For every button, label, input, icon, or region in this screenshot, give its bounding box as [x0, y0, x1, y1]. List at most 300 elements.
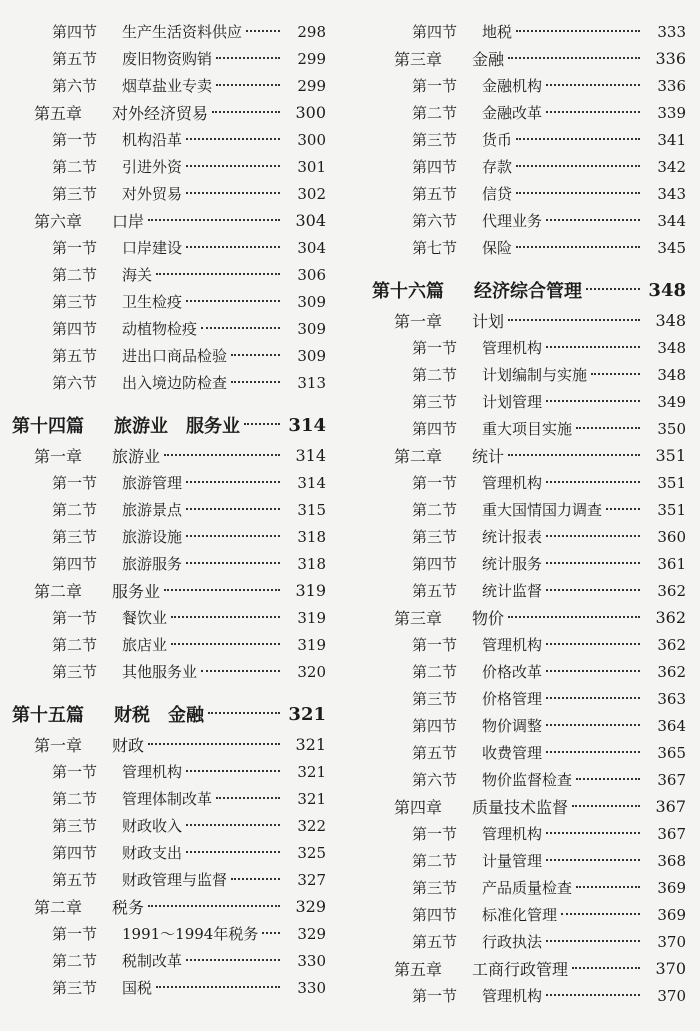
toc-entry-section[interactable] — [352, 361, 700, 388]
dot-leader — [216, 84, 280, 86]
toc-entry-chapter[interactable] — [0, 731, 352, 758]
section-title: 财政收入 — [122, 817, 183, 835]
dot-leader — [201, 670, 280, 672]
toc-entry-chapter[interactable] — [352, 45, 700, 72]
toc-entry-section[interactable] — [0, 72, 352, 99]
section-number: 第一节 — [52, 239, 98, 257]
toc-entry-section[interactable] — [0, 812, 352, 839]
section-number: 第一节 — [52, 474, 98, 492]
section-number: 第四节 — [412, 555, 458, 573]
toc-entry-section[interactable] — [352, 207, 700, 234]
page-number: 362 — [657, 581, 686, 600]
toc-entry-part[interactable] — [352, 273, 700, 307]
page-number: 362 — [657, 662, 686, 681]
dot-leader — [546, 562, 640, 564]
toc-entry-section[interactable] — [352, 18, 700, 45]
dot-leader — [231, 354, 280, 356]
section-title: 计划管理 — [482, 393, 543, 411]
page-number: 344 — [657, 211, 686, 230]
toc-entry-section[interactable] — [0, 288, 352, 315]
dot-leader — [231, 381, 280, 383]
section-title: 产品质量检查 — [482, 879, 573, 897]
section-number: 第一节 — [412, 339, 458, 357]
section-title: 管理机构 — [122, 763, 183, 781]
page-number: 330 — [297, 978, 326, 997]
section-title: 出入境边防检查 — [122, 374, 228, 392]
section-title: 信贷 — [482, 185, 513, 203]
page-number: 339 — [657, 103, 686, 122]
section-number: 第四节 — [52, 23, 98, 41]
section-title: 物价调整 — [482, 717, 543, 735]
page-number: 304 — [295, 211, 326, 230]
section-title: 生产生活资料供应 — [122, 23, 243, 41]
section-number: 第四节 — [52, 555, 98, 573]
section-title: 管理机构 — [482, 474, 543, 492]
section-title: 货币 — [482, 131, 513, 149]
page-number: 349 — [657, 392, 686, 411]
toc-entry-section[interactable] — [352, 874, 700, 901]
chapter-title: 对外经济贸易 — [112, 104, 209, 123]
page-number: 367 — [657, 824, 686, 843]
chapter-number: 第一章 — [394, 312, 443, 331]
toc-entry-section[interactable] — [352, 126, 700, 153]
chapter-number: 第五章 — [394, 960, 443, 979]
part-number: 第十六篇 — [372, 281, 444, 302]
page-number: 313 — [297, 373, 326, 392]
section-number: 第一节 — [52, 763, 98, 781]
part-title: 旅游业 服务业 — [114, 416, 240, 437]
section-title: 标准化管理 — [482, 906, 558, 924]
page-number: 342 — [657, 157, 686, 176]
section-number: 第三节 — [52, 979, 98, 997]
chapter-title: 物价 — [472, 609, 505, 628]
dot-leader — [186, 165, 280, 167]
toc-entry-section[interactable] — [352, 658, 700, 685]
page-number: 318 — [297, 527, 326, 546]
dot-leader — [546, 84, 640, 86]
section-title: 旅游景点 — [122, 501, 183, 519]
dot-leader — [148, 905, 280, 907]
section-number: 第六节 — [412, 212, 458, 230]
section-title: 财政支出 — [122, 844, 183, 862]
toc-entry-section[interactable] — [0, 631, 352, 658]
dot-leader — [262, 932, 280, 934]
page-number: 301 — [297, 157, 326, 176]
toc-entry-section[interactable] — [0, 604, 352, 631]
dot-leader — [201, 327, 280, 329]
section-number: 第一节 — [412, 636, 458, 654]
section-number: 第三节 — [412, 393, 458, 411]
page-number: 314 — [288, 414, 326, 436]
toc-entry-section[interactable] — [352, 72, 700, 99]
dot-leader — [186, 959, 280, 961]
dot-leader — [244, 423, 280, 425]
toc-entry-section[interactable] — [0, 947, 352, 974]
page-number: 329 — [295, 897, 326, 916]
page-number: 365 — [657, 743, 686, 762]
dot-leader — [546, 751, 640, 753]
page-number: 367 — [657, 770, 686, 789]
dot-leader — [561, 913, 640, 915]
toc-entry-section[interactable] — [0, 785, 352, 812]
toc-entry-section[interactable] — [352, 496, 700, 523]
section-number: 第二节 — [52, 501, 98, 519]
toc-entry-section[interactable] — [352, 766, 700, 793]
section-title: 卫生检疫 — [122, 293, 183, 311]
toc-entry-chapter[interactable] — [0, 442, 352, 469]
toc-entry-section[interactable] — [352, 99, 700, 126]
section-title: 计量管理 — [482, 852, 543, 870]
page-number: 348 — [657, 338, 686, 357]
toc-entry-section[interactable] — [0, 180, 352, 207]
page-number: 302 — [297, 184, 326, 203]
section-title: 对外贸易 — [122, 185, 183, 203]
toc-entry-section[interactable] — [0, 920, 352, 947]
dot-leader — [516, 30, 640, 32]
section-number: 第五节 — [52, 347, 98, 365]
dot-leader — [212, 111, 280, 113]
section-title: 财政管理与监督 — [122, 871, 228, 889]
dot-leader — [546, 219, 640, 221]
dot-leader — [508, 319, 640, 321]
page-number: 329 — [297, 924, 326, 943]
toc-entry-chapter[interactable] — [0, 893, 352, 920]
section-title: 税制改革 — [122, 952, 183, 970]
page-number: 298 — [297, 22, 326, 41]
toc-entry-section[interactable] — [0, 550, 352, 577]
section-number: 第六节 — [52, 77, 98, 95]
toc-entry-section[interactable] — [0, 18, 352, 45]
page-number: 362 — [657, 635, 686, 654]
toc-entry-section[interactable] — [352, 388, 700, 415]
toc-entry-section[interactable] — [352, 685, 700, 712]
toc-entry-section[interactable] — [352, 550, 700, 577]
page-number: 333 — [657, 22, 686, 41]
section-title: 管理机构 — [482, 636, 543, 654]
dot-leader — [586, 288, 640, 290]
page-number: 348 — [648, 279, 686, 301]
chapter-number: 第二章 — [34, 582, 83, 601]
toc-entry-chapter[interactable] — [352, 307, 700, 334]
section-title: 烟草盐业专卖 — [122, 77, 213, 95]
toc-entry-section[interactable] — [352, 901, 700, 928]
section-number: 第一节 — [412, 77, 458, 95]
toc-entry-section[interactable] — [352, 982, 700, 1009]
toc-entry-section[interactable] — [0, 45, 352, 72]
dot-leader — [186, 246, 280, 248]
dot-leader — [516, 138, 640, 140]
page-number: 343 — [657, 184, 686, 203]
chapter-number: 第三章 — [394, 50, 443, 69]
page-number: 321 — [288, 703, 326, 725]
page-number: 321 — [297, 762, 326, 781]
toc-entry-section[interactable] — [352, 415, 700, 442]
section-number: 第六节 — [412, 771, 458, 789]
toc-entry-section[interactable] — [352, 847, 700, 874]
dot-leader — [186, 300, 280, 302]
section-number: 第三节 — [52, 528, 98, 546]
dot-leader — [546, 940, 640, 942]
toc-entry-part[interactable] — [0, 697, 352, 731]
page-number: 314 — [295, 446, 326, 465]
section-number: 第四节 — [412, 23, 458, 41]
dot-leader — [186, 192, 280, 194]
section-number: 第三节 — [52, 293, 98, 311]
section-number: 第四节 — [412, 158, 458, 176]
toc-entry-section[interactable] — [0, 469, 352, 496]
section-title: 重大项目实施 — [482, 420, 573, 438]
section-title: 收费管理 — [482, 744, 543, 762]
dot-leader — [156, 273, 280, 275]
section-number: 第四节 — [412, 906, 458, 924]
section-title: 1991～1994年税务 — [122, 925, 259, 943]
chapter-title: 税务 — [112, 898, 145, 917]
part-title: 经济综合管理 — [474, 281, 582, 302]
toc-left-column — [0, 18, 352, 1001]
dot-leader — [606, 508, 640, 510]
section-number: 第二节 — [52, 790, 98, 808]
dot-leader — [546, 346, 640, 348]
toc-entry-section[interactable] — [0, 758, 352, 785]
chapter-title: 质量技术监督 — [472, 798, 569, 817]
chapter-title: 服务业 — [112, 582, 161, 601]
page-number: 336 — [655, 49, 686, 68]
section-title: 统计报表 — [482, 528, 543, 546]
section-title: 金融改革 — [482, 104, 543, 122]
page-number: 362 — [655, 608, 686, 627]
page-number: 325 — [297, 843, 326, 862]
toc-entry-chapter[interactable] — [352, 955, 700, 982]
page-number: 351 — [657, 473, 686, 492]
dot-leader — [164, 454, 280, 456]
page-number: 336 — [657, 76, 686, 95]
toc-entry-section[interactable] — [0, 369, 352, 396]
chapter-title: 旅游业 — [112, 447, 161, 466]
dot-leader — [576, 778, 640, 780]
section-number: 第二节 — [412, 501, 458, 519]
toc-entry-section[interactable] — [0, 153, 352, 180]
section-title: 存款 — [482, 158, 513, 176]
toc-entry-section[interactable] — [0, 315, 352, 342]
toc-entry-section[interactable] — [352, 712, 700, 739]
toc-entry-section[interactable] — [0, 866, 352, 893]
dot-leader — [546, 481, 640, 483]
toc-entry-section[interactable] — [352, 469, 700, 496]
section-title: 旅游服务 — [122, 555, 183, 573]
toc-entry-chapter[interactable] — [352, 442, 700, 469]
page-number: 330 — [297, 951, 326, 970]
section-title: 引进外资 — [122, 158, 183, 176]
toc-entry-section[interactable] — [0, 496, 352, 523]
section-title: 国税 — [122, 979, 153, 997]
page-number: 327 — [297, 870, 326, 889]
section-number: 第三节 — [52, 817, 98, 835]
toc-entry-chapter[interactable] — [0, 207, 352, 234]
part-spacer — [0, 685, 352, 697]
dot-leader — [546, 643, 640, 645]
section-number: 第二节 — [52, 636, 98, 654]
chapter-number: 第六章 — [34, 212, 83, 231]
section-title: 餐饮业 — [122, 609, 168, 627]
dot-leader — [546, 859, 640, 861]
section-number: 第四节 — [412, 717, 458, 735]
dot-leader — [546, 832, 640, 834]
part-number: 第十五篇 — [12, 705, 84, 726]
section-number: 第七节 — [412, 239, 458, 257]
section-title: 统计服务 — [482, 555, 543, 573]
page-number: 318 — [297, 554, 326, 573]
dot-leader — [171, 643, 280, 645]
page-number: 341 — [657, 130, 686, 149]
dot-leader — [546, 697, 640, 699]
page-number: 368 — [657, 851, 686, 870]
chapter-number: 第一章 — [34, 447, 83, 466]
page-number: 299 — [297, 76, 326, 95]
page-number: 361 — [657, 554, 686, 573]
page-number: 314 — [297, 473, 326, 492]
page-number: 348 — [655, 311, 686, 330]
chapter-number: 第二章 — [34, 898, 83, 917]
section-number: 第五节 — [412, 582, 458, 600]
section-title: 金融机构 — [482, 77, 543, 95]
section-number: 第一节 — [52, 131, 98, 149]
toc-entry-section[interactable] — [352, 631, 700, 658]
section-number: 第三节 — [412, 879, 458, 897]
dot-leader — [186, 824, 280, 826]
toc-entry-section[interactable] — [0, 974, 352, 1001]
page-number: 351 — [657, 500, 686, 519]
section-number: 第三节 — [52, 663, 98, 681]
page-number: 319 — [295, 581, 326, 600]
section-number: 第二节 — [412, 852, 458, 870]
section-title: 行政执法 — [482, 933, 543, 951]
part-spacer — [0, 396, 352, 408]
dot-leader — [246, 30, 280, 32]
section-title: 口岸建设 — [122, 239, 183, 257]
dot-leader — [186, 851, 280, 853]
dot-leader — [186, 481, 280, 483]
toc-entry-section[interactable] — [352, 334, 700, 361]
dot-leader — [186, 535, 280, 537]
dot-leader — [546, 724, 640, 726]
toc-entry-section[interactable] — [0, 234, 352, 261]
dot-leader — [576, 886, 640, 888]
section-number: 第二节 — [412, 663, 458, 681]
toc-entry-section[interactable] — [352, 820, 700, 847]
chapter-number: 第二章 — [394, 447, 443, 466]
dot-leader — [171, 616, 280, 618]
section-title: 物价监督检查 — [482, 771, 573, 789]
chapter-title: 口岸 — [112, 212, 145, 231]
toc-entry-chapter[interactable] — [352, 793, 700, 820]
section-title: 管理机构 — [482, 339, 543, 357]
toc-entry-chapter[interactable] — [352, 604, 700, 631]
section-number: 第三节 — [412, 690, 458, 708]
page-number: 304 — [297, 238, 326, 257]
section-title: 统计监督 — [482, 582, 543, 600]
toc-entry-section[interactable] — [352, 153, 700, 180]
toc-entry-section[interactable] — [0, 342, 352, 369]
chapter-title: 金融 — [472, 50, 505, 69]
section-title: 重大国情国力调查 — [482, 501, 603, 519]
dot-leader — [508, 616, 640, 618]
toc-entry-section[interactable] — [0, 658, 352, 685]
page-number: 348 — [657, 365, 686, 384]
toc-entry-section[interactable] — [0, 523, 352, 550]
section-title: 价格管理 — [482, 690, 543, 708]
section-number: 第二节 — [412, 366, 458, 384]
dot-leader — [186, 508, 280, 510]
toc-entry-section[interactable] — [352, 234, 700, 261]
page-number: 321 — [295, 735, 326, 754]
toc-entry-section[interactable] — [352, 523, 700, 550]
section-number: 第五节 — [52, 871, 98, 889]
section-title: 管理机构 — [482, 825, 543, 843]
toc-entry-section[interactable] — [352, 180, 700, 207]
dot-leader — [546, 535, 640, 537]
toc-entry-section[interactable] — [352, 928, 700, 955]
page-number: 367 — [655, 797, 686, 816]
dot-leader — [591, 373, 640, 375]
section-number: 第四节 — [52, 844, 98, 862]
toc-entry-section[interactable] — [0, 839, 352, 866]
section-title: 进出口商品检验 — [122, 347, 228, 365]
dot-leader — [186, 562, 280, 564]
dot-leader — [148, 219, 280, 221]
page-number: 306 — [297, 265, 326, 284]
toc-right-column — [352, 18, 700, 1009]
section-number: 第五节 — [52, 50, 98, 68]
page-number: 320 — [297, 662, 326, 681]
page-number: 369 — [657, 878, 686, 897]
section-number: 第一节 — [412, 987, 458, 1005]
section-number: 第二节 — [52, 266, 98, 284]
toc-entry-chapter[interactable] — [0, 577, 352, 604]
section-number: 第四节 — [412, 420, 458, 438]
page-number: 322 — [297, 816, 326, 835]
dot-leader — [216, 797, 280, 799]
toc-entry-section[interactable] — [0, 126, 352, 153]
section-number: 第六节 — [52, 374, 98, 392]
dot-leader — [516, 165, 640, 167]
dot-leader — [508, 57, 640, 59]
page-number: 351 — [655, 446, 686, 465]
page-number: 309 — [297, 346, 326, 365]
page-number: 321 — [297, 789, 326, 808]
page-number: 345 — [657, 238, 686, 257]
toc-entry-section[interactable] — [0, 261, 352, 288]
dot-leader — [186, 138, 280, 140]
page-number: 364 — [657, 716, 686, 735]
dot-leader — [546, 400, 640, 402]
dot-leader — [572, 805, 640, 807]
toc-entry-part[interactable] — [0, 408, 352, 442]
toc-entry-chapter[interactable] — [0, 99, 352, 126]
toc-entry-section[interactable] — [352, 739, 700, 766]
dot-leader — [516, 246, 640, 248]
page-number: 350 — [657, 419, 686, 438]
section-number: 第三节 — [52, 185, 98, 203]
section-title: 废旧物资购销 — [122, 50, 213, 68]
section-number: 第一节 — [52, 925, 98, 943]
page-number: 299 — [297, 49, 326, 68]
part-number: 第十四篇 — [12, 416, 84, 437]
toc-entry-section[interactable] — [352, 577, 700, 604]
section-title: 其他服务业 — [122, 663, 198, 681]
dot-leader — [148, 743, 280, 745]
page-number: 369 — [657, 905, 686, 924]
section-number: 第一节 — [412, 825, 458, 843]
